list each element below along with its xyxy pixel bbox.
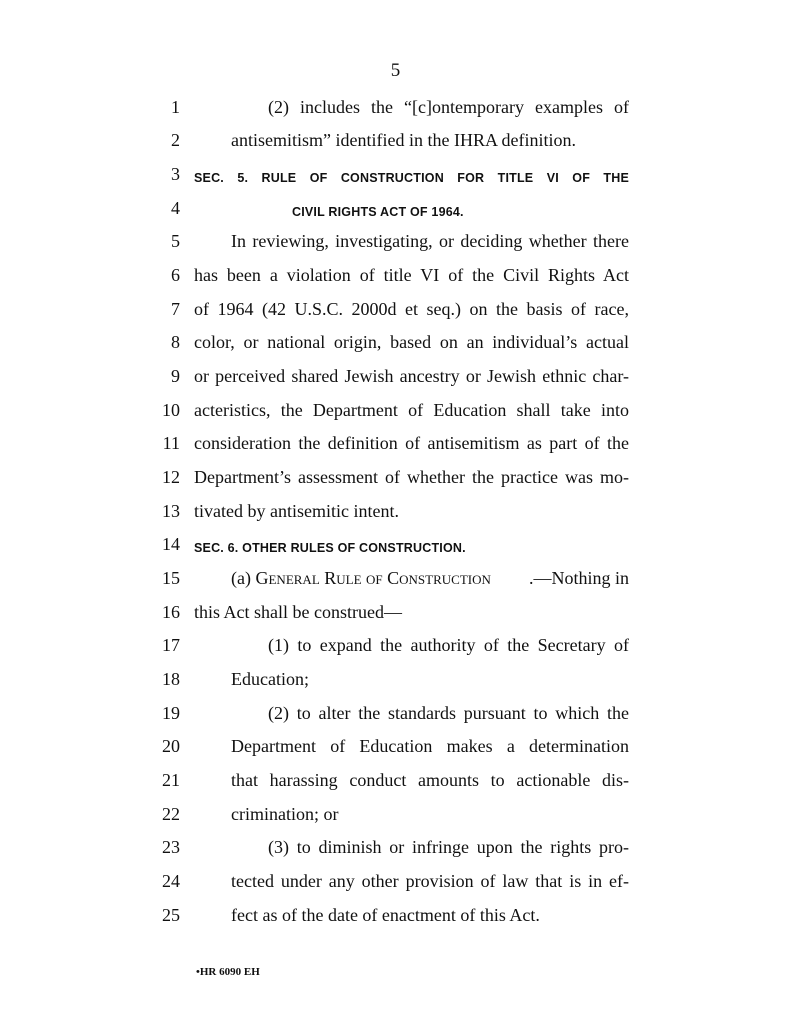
line-text	[231, 566, 629, 590]
text-line	[0, 869, 791, 903]
section-heading-text: SEC. 5. RULE OF CONSTRUCTION FOR TITLE VI OF THE	[194, 171, 629, 185]
line-text: that harassing conduct amounts to actionable dis-	[231, 770, 629, 790]
line-number: 12	[162, 467, 180, 487]
text-line	[0, 499, 791, 533]
text-line	[0, 633, 791, 667]
line-number: 2	[171, 130, 180, 150]
line-number: 4	[171, 198, 180, 218]
text-line	[0, 465, 791, 499]
line-number: 19	[162, 703, 180, 723]
text-line	[0, 128, 791, 162]
line-text: (3) to diminish or infringe upon the rights pro-	[268, 837, 629, 857]
subsection-marker: (a)	[231, 568, 256, 588]
line-number: 11	[162, 433, 180, 453]
line-number: 16	[162, 602, 180, 622]
subsection-lead-in: .—Nothing in	[528, 568, 629, 588]
line-number: 6	[171, 265, 180, 285]
line-text: antisemitism” identified in the IHRA definition.	[231, 130, 576, 150]
line-number: 10	[162, 400, 180, 420]
line-number: 24	[162, 871, 180, 891]
page-number: 5	[390, 60, 401, 81]
text-line	[0, 734, 791, 768]
line-number: 9	[171, 366, 180, 386]
text-line	[0, 768, 791, 802]
section-heading	[0, 532, 791, 566]
line-number: 13	[162, 501, 180, 521]
line-text: crimination; or	[231, 804, 339, 824]
text-line	[0, 835, 791, 869]
line-number: 15	[162, 568, 180, 588]
line-number: 1	[171, 97, 180, 117]
line-number: 18	[162, 669, 180, 689]
text-line	[0, 398, 791, 432]
line-number: 5	[171, 231, 180, 251]
text-line	[0, 297, 791, 331]
text-line	[0, 229, 791, 263]
subsection-heading-line	[0, 566, 791, 600]
text-line	[0, 667, 791, 701]
line-text: consideration the definition of antisemitism as part of the	[194, 433, 629, 453]
line-text: Department’s assessment of whether the practice was mo-	[194, 467, 629, 487]
line-text: color, or national origin, based on an individual’s actual	[194, 332, 629, 352]
section-heading-continued	[0, 196, 791, 230]
line-text: fect as of the date of enactment of this Act.	[231, 905, 540, 925]
text-line	[0, 95, 791, 129]
text-line	[0, 431, 791, 465]
line-number: 17	[162, 635, 180, 655]
line-number: 23	[162, 837, 180, 857]
line-text: In reviewing, investigating, or deciding whether there	[231, 231, 629, 251]
line-number: 14	[162, 534, 180, 554]
section-heading	[0, 162, 791, 196]
section-heading-text: CIVIL RIGHTS ACT OF 1964.	[292, 205, 464, 219]
line-text: of 1964 (42 U.S.C. 2000d et seq.) on the basis of race,	[194, 299, 629, 319]
text-line	[0, 600, 791, 634]
bill-footer-id: •HR 6090 EH	[196, 966, 260, 978]
line-number: 20	[162, 736, 180, 756]
line-number: 7	[171, 299, 180, 319]
text-line	[0, 802, 791, 836]
section-heading-text: SEC. 6. OTHER RULES OF CONSTRUCTION.	[194, 541, 466, 555]
line-number: 8	[171, 332, 180, 352]
line-number: 25	[162, 905, 180, 925]
line-text: (2) includes the “[c]ontemporary examples of	[268, 97, 629, 117]
line-text: (2) to alter the standards pursuant to which the	[268, 703, 629, 723]
line-text: has been a violation of title VI of the Civil Rights Act	[194, 265, 629, 285]
subsection-heading: General Rule of Construction	[255, 568, 491, 588]
text-line	[0, 903, 791, 937]
text-line	[0, 330, 791, 364]
line-text: (1) to expand the authority of the Secretary of	[268, 635, 629, 655]
line-number: 3	[171, 164, 180, 184]
text-line	[0, 364, 791, 398]
line-number: 21	[162, 770, 180, 790]
text-line	[0, 701, 791, 735]
line-text: this Act shall be construed—	[194, 602, 402, 622]
line-text: or perceived shared Jewish ancestry or Jewish ethnic char-	[194, 366, 629, 386]
line-text: Education;	[231, 669, 309, 689]
line-text: tivated by antisemitic intent.	[194, 501, 399, 521]
line-text: tected under any other provision of law that is in ef-	[231, 871, 629, 891]
text-line	[0, 263, 791, 297]
line-text: acteristics, the Department of Education shall take into	[194, 400, 629, 420]
line-text: Department of Education makes a determination	[231, 736, 629, 756]
line-number: 22	[162, 804, 180, 824]
